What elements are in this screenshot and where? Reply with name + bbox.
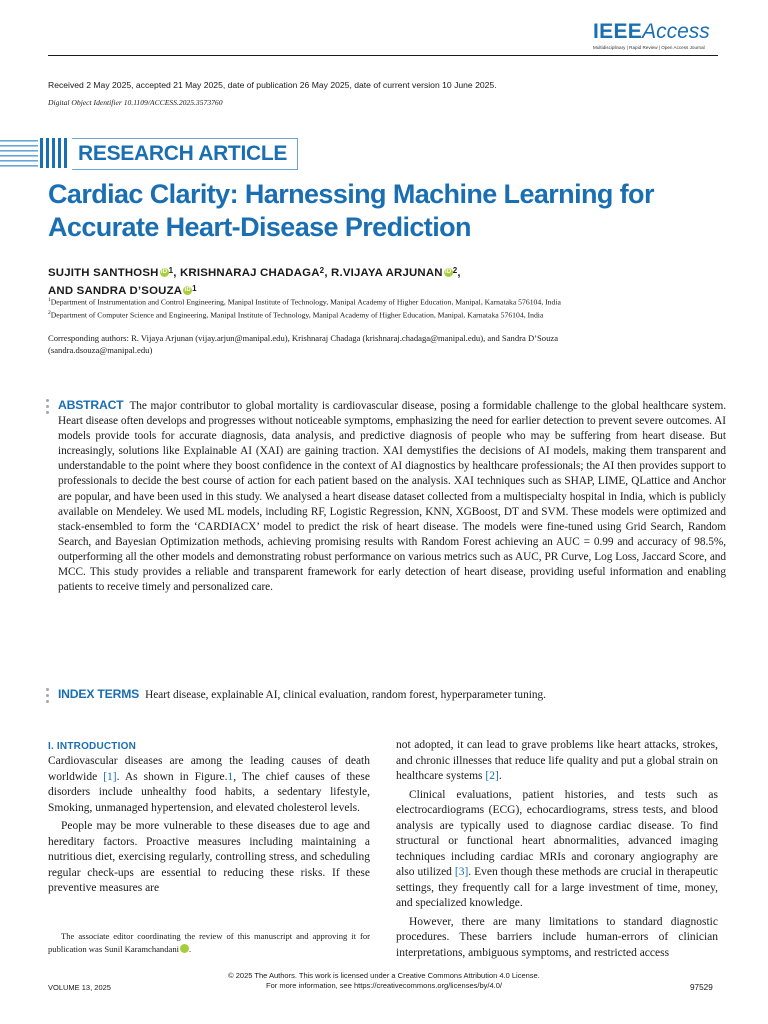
editor-footnote: The associate editor coordinating the review of this manuscript and approving it for publication was Sunil Karamchandani iD. [48,931,370,954]
affiliation-number: 2 [48,310,51,317]
dotted-marker-icon [46,688,49,706]
figure-link[interactable]: 1 [227,770,234,783]
left-column [48,740,370,897]
author-affiliation-number: 2 [319,266,325,275]
article-type: RESEARCH ARTICLE [72,138,298,170]
author-name[interactable]: AND SANDRA D’SOUZA [48,285,183,297]
paragraph: People may be more vulnerable to these diseases due to age and hereditary factors. Proactive measures including maintaining a nutritious diet, exercising regularly, controlling stress, and scheduling regular check-ups are essential to reducing these risks. If these preventive measures are [48,820,370,894]
author-name[interactable]: KRISHNARAJ CHADAGA [179,267,320,279]
page-number: 97529 [690,983,713,992]
orcid-icon[interactable]: iD [160,269,168,275]
license-line: © 2025 The Authors. This work is licensed under a Creative Commons Attribution 4.0 License. [228,971,540,980]
paragraph [396,738,718,785]
article-title: Cardiac Clarity: Harnessing Machine Learning for Accurate Heart-Disease Prediction [48,179,654,242]
orcid-icon[interactable]: iD [445,269,452,275]
orcid-icon[interactable]: iD [180,944,189,953]
banner-stripes-icon [0,136,70,170]
doi[interactable]: Digital Object Identifier 10.1109/ACCESS.2025.3573760 [48,98,223,107]
paragraph-text: . As shown in Figure. [116,770,228,783]
affiliation-item [48,308,628,321]
author-affiliation-number: 2 [452,266,458,275]
abstract-text: The major contributor to global mortality is cardiovascular disease, posing a formidable challenge to the global healthcare system. Heart disease often develops and progresses without noticeable symptoms, emphasizing the need for earlier detection to prevent severe outcomes. AI models provide tools for accurate diagnosis, data analysis, and predictive diagnosis of people who may be suffering from heart disease. But increasingly, solutions like Explainable AI (XAI) are gaining traction. XAI demystifies the decisions of AI models, making them transparent and understandable to the point where they boost confidence in the context of AI diagnostics by healthcare professionals; the AI then provides support to professionals to decide the best course of action for each patient based on the analysis. XAI techniques such as SHAP, LIME, QLattice and Anchor are popular, and have been used in this study. We analysed a heart disease dataset collected from a multispecialty hospital in India, which is publicly available on Mendeley. We used ML models, including RF, Logistic Regression, KNN, XGBoost, DT and SVM. These models were optimized and stack-ensembled to form the ‘CARDIACX’ model to predict the risk of heart disease. The models were fine-tuned using Grid Search, Random Search, and Bayesian Optimization methods, achieving promising results with Random Forest achieving an AUC = 0.99 and accuracy of 98.5%, outperforming all the other models and demonstrating robust performance on various metrics such as AUC, PR Curve, Log Loss, Jaccard Score, and MCC. This study provides a reliable and transparent framework for early detection of heart disease, providing useful information and enabling patients to receive timely and personalized care. [58,400,726,594]
affiliation-item [48,295,628,308]
author-separator: , [457,267,461,279]
index-terms-heading: INDEX TERMS [58,687,140,701]
publication-dates: Received 2 May 2025, accepted 21 May 2025, date of publication 26 May 2025, date of current version 10 June 2025. [48,80,497,90]
journal-name: Access [642,20,710,43]
paragraph: However, there are many limitations to standard diagnostic procedures. These barriers include human-errors of clinician interpretations, ambiguous symptoms, and restricted access [396,915,718,959]
corresponding-authors: Corresponding authors: R. Vijaya Arjunan (vijay.arjun@manipal.edu), Krishnaraj Chadaga (krishnaraj.chadaga@manipal.edu), and Sandra D’Souza (sandra.dsouza@manipal.edu) [48,333,559,355]
paragraph-text: Clinical evaluations, patient histories, and tests such as electrocardiograms (ECG), echocardiograms, stress tests, and blood analysis are typically used to diagnose cardiac disease. To find structural or functional heart abnormalities, advanced imaging techniques including cardiac MRIs and coronary angiography are also utilized [396,788,718,878]
paragraph [48,754,370,816]
journal-brand: IEEE [593,20,643,43]
citation-link[interactable]: [2] [485,770,499,782]
header-divider [48,55,718,56]
orcid-icon[interactable]: iD [184,287,191,293]
author-separator: , [324,267,332,279]
author-list [48,263,718,299]
license-link[interactable]: For more information, see https://creativecommons.org/licenses/by/4.0/ [266,980,502,990]
index-terms-text: Heart disease, explainable AI, clinical evaluation, random forest, hyperparameter tuning. [145,689,546,701]
license-notice [0,971,768,990]
author-separator: , [173,267,180,279]
affiliation-text: Department of Instrumentation and Control Engineering, Manipal Institute of Technology, Manipal Academy of Higher Education, Manipal, Karnataka 576104, India [50,297,561,307]
dotted-marker-icon [46,399,49,417]
affiliations [48,295,628,321]
right-column [396,738,718,961]
affiliation-text: Department of Computer Science and Engineering, Manipal Institute of Technology, Manipal Academy of Higher Education, Manipal, Karnataka 576104, India [50,310,544,320]
affiliation-number: 1 [48,297,51,303]
paragraph-text: . Even though these methods are crucial in therapeutic settings, they frequently call for a large investment of time, money, and specialized knowledge. [396,866,719,909]
footnote-text: The associate editor coordinating the review of this manuscript and approving it for publication was Sunil Karamchandani [48,931,370,954]
paragraph [396,788,718,912]
journal-logo [593,20,718,54]
section-heading: I. INTRODUCTION [48,741,136,752]
abstract [58,398,726,595]
paragraph-text: Cardiovascular diseases are among the leading causes of death worldwide [48,755,370,783]
citation-link[interactable]: [1] [103,770,117,783]
paragraph-text: , The chief causes of these disorders include unhealthy food habits, a sedentary lifestyle, Smoking, unmanaged hypertension, and elevated cholesterol levels. [48,770,370,814]
author-name[interactable]: SUJITH SANTHOSH [48,267,159,279]
author-name[interactable]: R.VIJAYA ARJUNAN [331,267,443,279]
author-affiliation-number: 1 [192,284,197,293]
citation-link[interactable]: [3] [454,866,469,878]
abstract-heading: ABSTRACT [58,398,124,412]
index-terms [58,687,726,703]
author-affiliation-number: 1 [168,266,174,275]
journal-tagline: Multidisciplinary | Rapid Review | Open Access Journal [593,45,705,50]
paragraph-text: . [498,770,502,782]
paragraph-text: not adopted, it can lead to grave problems like heart attacks, strokes, and chronic illnesses that reduce life quality and put a global strain on healthcare systems [396,739,718,782]
volume-label: VOLUME 13, 2025 [48,983,111,992]
